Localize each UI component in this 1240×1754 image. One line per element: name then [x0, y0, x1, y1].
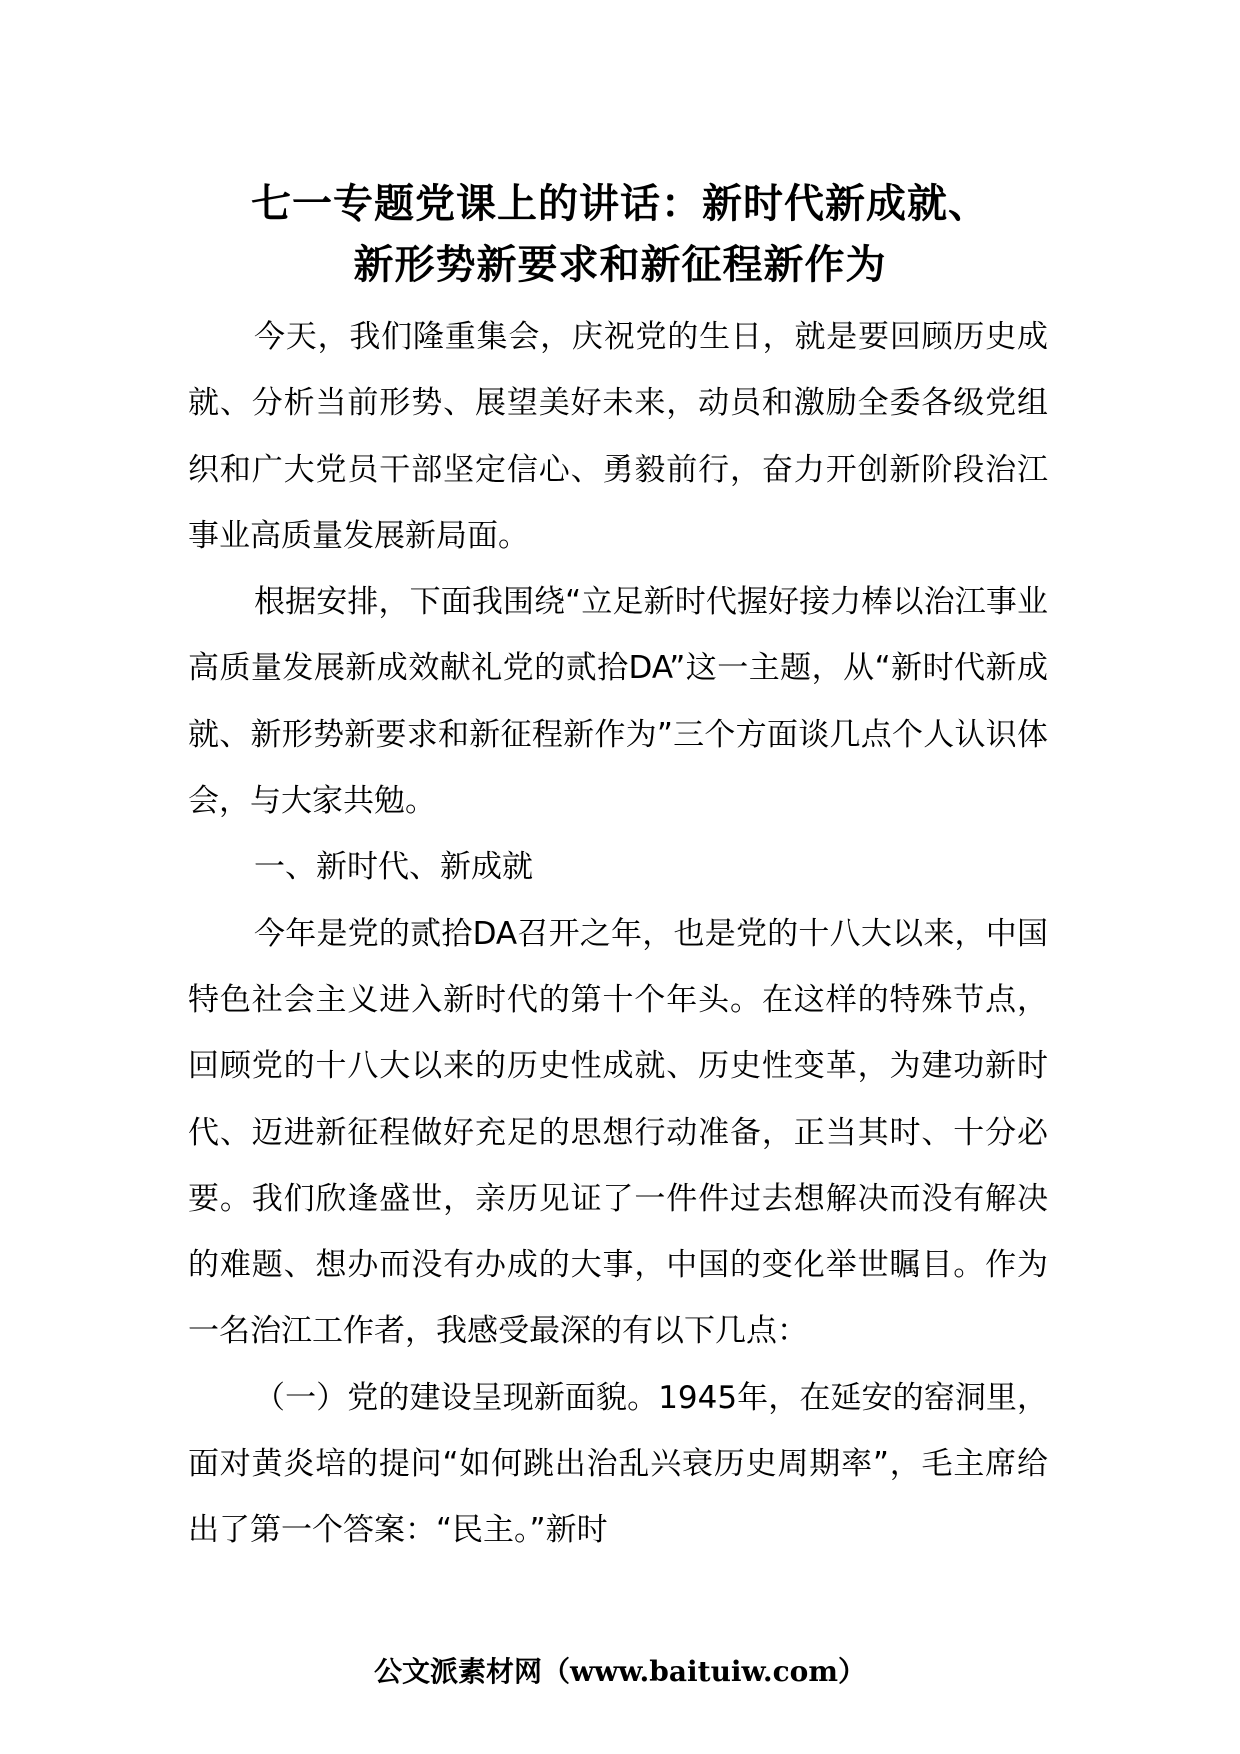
paragraph-theme: 根据安排，下面我围绕“立足新时代握好接力棒以治江事业高质量发展新成效献礼党的贰拾DA”这一主题，从“新时代新成就、新形势新要求和新征程新作为”三个方面谈几点个人认识体会，与大家共勉。	[188, 584, 1048, 820]
paragraph-party-building: （一）党的建设呈现新面貌。1945年，在延安的窑洞里，面对黄炎培的提问“如何跳出治乱兴衰历史周期率”，毛主席给出了第一个答案：“民主。”新时	[188, 1379, 1048, 1549]
document-title-line-1: 七一专题党课上的讲话：新时代新成就、	[251, 181, 989, 227]
document-body	[188, 304, 1048, 1564]
section-heading-1: 一、新时代、新成就	[254, 849, 533, 886]
paragraph-new-era: 今年是党的贰拾DA召开之年，也是党的十八大以来，中国特色社会主义进入新时代的第十个年头。在这样的特殊节点，回顾党的十八大以来的历史性成就、历史性变革，为建功新时代、迈进新征程做好充足的思想行动准备，正当其时、十分必要。我们欣逢盛世，亲历见证了一件件过去想解决而没有解决的难题、想办而没有办成的大事，中国的变化举世瞩目。作为一名治江工作者，我感受最深的有以下几点：	[188, 915, 1048, 1350]
footer-source: 公文派素材网（www.baituiw.com）	[374, 1655, 866, 1688]
paragraph-intro: 今天，我们隆重集会，庆祝党的生日，就是要回顾历史成就、分析当前形势、展望美好未来，动员和激励全委各级党组织和广大党员干部坚定信心、勇毅前行，奋力开创新阶段治江事业高质量发展新局面。	[188, 319, 1048, 554]
document-title-line-2: 新形势新要求和新征程新作为	[353, 242, 887, 288]
